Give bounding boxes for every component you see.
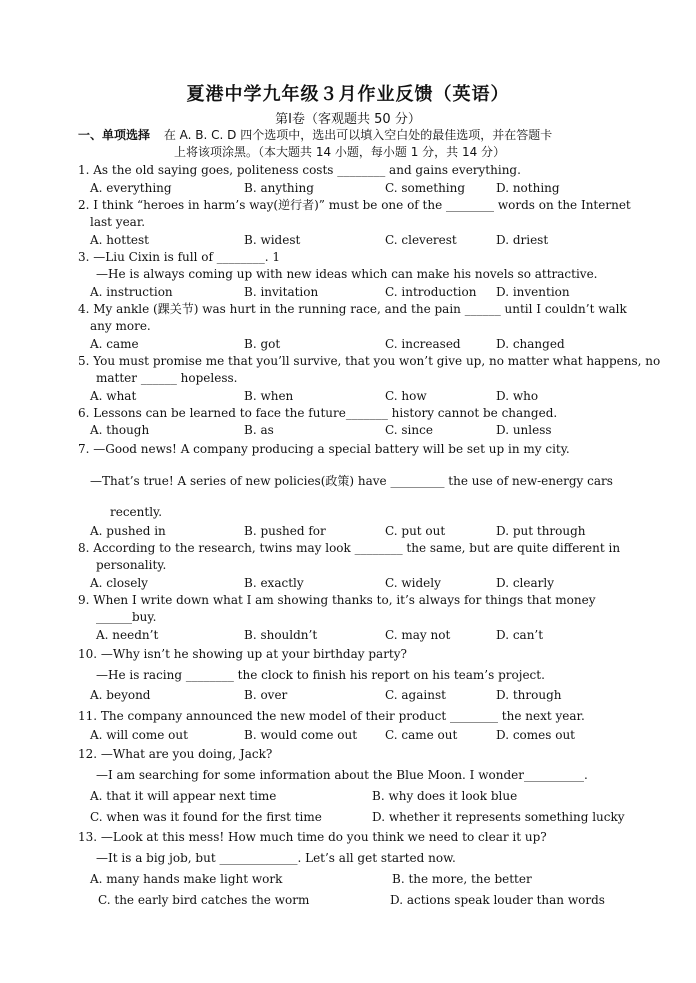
q8-option-c: C. widely <box>385 576 441 590</box>
q13-option-c: C. the early bird catches the worm <box>98 893 310 907</box>
q11-option-a: A. will come out <box>90 728 188 742</box>
question-5-stem-cont: matter ______ hopeless. <box>96 371 238 385</box>
question-8-stem-cont: personality. <box>96 558 167 572</box>
q1-option-b: B. anything <box>244 181 314 195</box>
q8-option-a: A. closely <box>90 576 148 590</box>
q6-option-c: C. since <box>385 423 433 437</box>
question-7-stem: 7. —Good news! A company producing a special battery will be set up in my city. <box>78 442 570 456</box>
q7-option-c: C. put out <box>385 524 446 538</box>
question-8-stem: 8. According to the research, twins may look ________ the same, but are quite different in <box>78 541 621 555</box>
page-title: 夏港中学九年级３月作业反馈（英语） <box>186 84 510 105</box>
q3-option-b: B. invitation <box>244 285 319 299</box>
q5-option-a: A. what <box>90 389 137 403</box>
q3-option-d: D. invention <box>496 285 570 299</box>
question-10-reply: —He is racing ________ the clock to finish his report on his team’s project. <box>96 668 545 682</box>
q12-option-a: A. that it will appear next time <box>90 789 277 803</box>
q12-option-b: B. why does it look blue <box>372 789 518 803</box>
q9-option-d: D. can’t <box>496 628 544 642</box>
q5-option-c: C. how <box>385 389 427 403</box>
question-9-stem: 9. When I write down what I am showing thanks to, it’s always for things that money <box>78 593 596 607</box>
question-12-reply: —I am searching for some information about the Blue Moon. I wonder__________. <box>96 768 588 782</box>
question-9-stem-cont: ______buy. <box>96 610 157 624</box>
question-11-stem: 11. The company announced the new model of their product ________ the next year. <box>78 709 585 723</box>
q11-option-d: D. comes out <box>496 728 575 742</box>
question-3-reply: —He is always coming up with new ideas which can make his novels so attractive. <box>96 267 598 281</box>
q10-option-c: C. against <box>385 688 446 702</box>
q12-option-c: C. when was it found for the first time <box>90 810 322 824</box>
q6-option-d: D. unless <box>496 423 552 437</box>
q7-option-a: A. pushed in <box>90 524 166 538</box>
instruction-line-1: 在 A. B. C. D 四个选项中，选出可以填入空白处的最佳选项，并在答题卡 <box>163 128 553 142</box>
q7-option-d: D. put through <box>496 524 586 538</box>
q8-option-d: D. clearly <box>496 576 554 590</box>
q6-option-a: A. though <box>90 423 150 437</box>
q10-option-a: A. beyond <box>90 688 151 702</box>
q13-option-a: A. many hands make light work <box>90 872 283 886</box>
question-3-stem: 3. —Liu Cixin is full of ________. 1 <box>78 250 280 264</box>
q3-option-c: C. introduction <box>385 285 477 299</box>
q2-option-d: D. driest <box>496 233 549 247</box>
q6-option-b: B. as <box>244 423 274 437</box>
question-1-stem: 1. As the old saying goes, politeness costs ________ and gains everything. <box>78 163 521 177</box>
question-12-stem: 12. —What are you doing, Jack? <box>78 747 273 761</box>
question-7-reply-cont: recently. <box>110 505 163 519</box>
q4-option-c: C. increased <box>385 337 461 351</box>
q4-option-b: B. got <box>244 337 281 351</box>
q4-option-a: A. came <box>90 337 139 351</box>
q9-option-a: A. needn’t <box>96 628 159 642</box>
q10-option-b: B. over <box>244 688 288 702</box>
question-6-stem: 6. Lessons can be learned to face the future_______ history cannot be changed. <box>78 406 558 420</box>
q9-option-c: C. may not <box>385 628 451 642</box>
question-2-stem: 2. I think “heroes in harm’s way(逆行者)” must be one of the ________ words on the Internet <box>78 198 631 212</box>
q5-option-b: B. when <box>244 389 294 403</box>
question-2-stem-cont: last year. <box>90 215 146 229</box>
q8-option-b: B. exactly <box>244 576 304 590</box>
q2-option-c: C. cleverest <box>385 233 457 247</box>
q12-option-d: D. whether it represents something lucky <box>372 810 625 824</box>
question-10-stem: 10. —Why isn’t he showing up at your birthday party? <box>78 647 407 661</box>
q11-option-c: C. came out <box>385 728 458 742</box>
q10-option-d: D. through <box>496 688 562 702</box>
q9-option-b: B. shouldn’t <box>244 628 318 642</box>
question-4-stem: 4. My ankle (踝关节) was hurt in the running race, and the pain ______ until I couldn’t walk <box>78 302 627 316</box>
q2-option-a: A. hottest <box>90 233 149 247</box>
question-7-reply: —That’s true! A series of new policies(政策) have _________ the use of new-energy cars <box>90 474 613 488</box>
q11-option-b: B. would come out <box>244 728 358 742</box>
question-5-stem: 5. You must promise me that you’ll survive, that you won’t give up, no matter what happens, no <box>78 354 661 368</box>
section-instruction <box>78 128 552 143</box>
q1-option-c: C. something <box>385 181 466 195</box>
q3-option-a: A. instruction <box>90 285 173 299</box>
q5-option-d: D. who <box>496 389 539 403</box>
question-4-stem-cont: any more. <box>90 319 151 333</box>
q1-option-d: D. nothing <box>496 181 560 195</box>
q4-option-d: D. changed <box>496 337 565 351</box>
q13-option-d: D. actions speak louder than words <box>390 893 605 907</box>
section-heading: 一、单项选择 <box>78 128 151 142</box>
q7-option-b: B. pushed for <box>244 524 326 538</box>
q13-option-b: B. the more, the better <box>392 872 532 886</box>
q1-option-a: A. everything <box>90 181 172 195</box>
q2-option-b: B. widest <box>244 233 301 247</box>
part-heading: 第Ⅰ卷（客观题共 50 分） <box>275 112 421 127</box>
question-13-stem: 13. —Look at this mess! How much time do you think we need to clear it up? <box>78 830 547 844</box>
question-13-reply: —It is a big job, but _____________. Let’s all get started now. <box>96 851 456 865</box>
instruction-line-2: 上将该项涂黑。（本大题共 14 小题，每小题 1 分，共 14 分） <box>174 145 506 159</box>
